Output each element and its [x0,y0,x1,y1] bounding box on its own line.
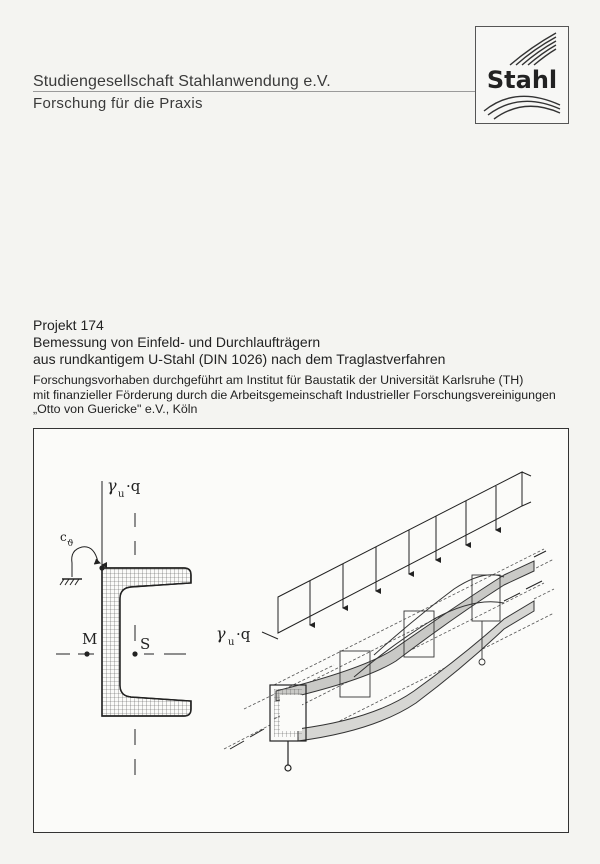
header-organization: Studiengesellschaft Stahlanwendung e.V. [33,73,331,90]
logo-text: Stahl [486,66,558,94]
load-point [99,565,104,570]
centroid-label: S [140,635,151,653]
load-label-right-gamma: γ [216,624,226,643]
stahl-logo [475,26,569,124]
spring-label-sub: ϑ [67,539,74,549]
load-label-right-sub: u [228,637,235,648]
load-label-gamma: γ [107,476,117,495]
technical-figure [33,428,569,833]
shear-center-label: M [82,630,98,648]
research-line2: mit finanzieller Förderung durch die Arbeitsgemeinschaft Industrieller Forschungsvereinigungen [33,387,556,402]
load-label-q: ·q [126,477,141,495]
project-number: Projekt 174 [33,317,104,333]
project-title-line1: Bemessung von Einfeld- und Durchlaufträgern [33,334,321,350]
research-line1: Forschungsvorhaben durchgeführt am Institut für Baustatik der Universität Karlsruhe (TH) [33,373,524,387]
header-rule [33,91,475,92]
load-label-right-q: ·q [236,625,251,643]
load-label-sub: u [118,489,125,500]
research-line3: „Otto von Guericke" e.V., Köln [33,402,198,416]
project-title-line2: aus rundkantigem U-Stahl (DIN 1026) nach dem Traglastverfahren [33,351,446,367]
project-block [33,317,573,368]
centroid-point [132,651,137,656]
rotational-spring [60,547,100,585]
shear-center-point [84,651,89,656]
header-tagline: Forschung für die Praxis [33,95,203,112]
end-section-box [270,685,306,771]
u-section-cross-section [102,568,204,716]
spring-label-c: c [60,530,67,544]
figure-drawing [34,429,568,832]
research-block [33,373,578,417]
